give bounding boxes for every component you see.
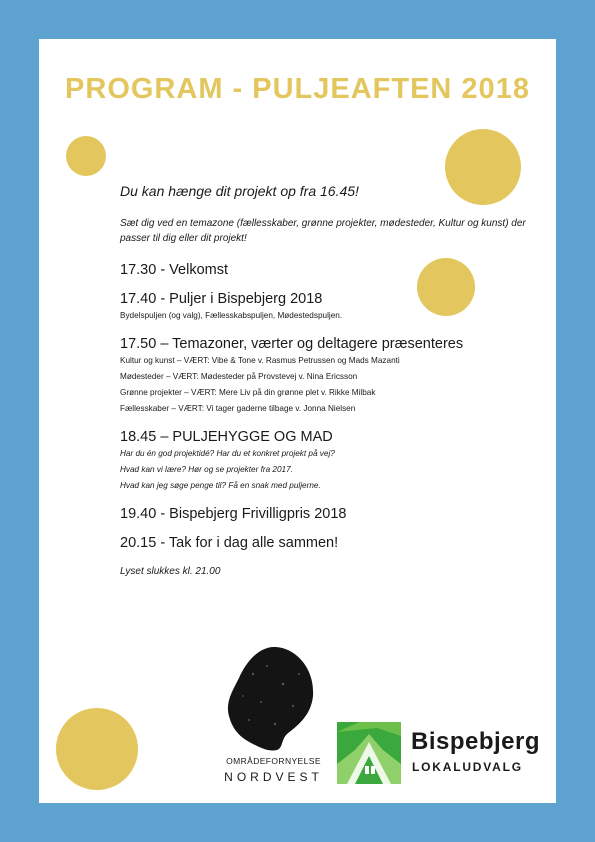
program-time-heading: 17.40 - Puljer i Bispebjerg 2018 bbox=[120, 291, 323, 307]
logo-left-line2: NORDVEST bbox=[224, 770, 323, 784]
program-item bbox=[120, 335, 540, 417]
logo-left-line1: OMRÅDEFORNYELSE bbox=[226, 756, 321, 766]
logo-right-name: Bispebjerg bbox=[411, 728, 541, 755]
program-detail: Fællesskaber – VÆRT: Vi tager gaderne tilbage v. Jonna Nielsen bbox=[120, 404, 356, 413]
program-detail: Grønne projekter – VÆRT: Mere Liv på din grønne plet v. Rikke Milbak bbox=[120, 388, 376, 397]
logo-right-sub: LOKALUDVALG bbox=[412, 760, 523, 774]
omraadefornyelse-logo bbox=[211, 644, 341, 789]
program-detail: Bydelspuljen (og valg), Fællesskabspuljen, Mødestedspuljen. bbox=[120, 311, 343, 320]
program-item bbox=[120, 534, 540, 552]
program-time-heading: 17.30 - Velkomst bbox=[120, 262, 228, 278]
program-detail: Hvad kan vi lære? Hør og se projekter fra 2017. bbox=[120, 465, 293, 474]
program-time-heading: 20.15 - Tak for i dag alle sammen! bbox=[120, 535, 339, 551]
hint-text: Sæt dig ved en temazone (fællesskaber, grønne projekter, mødesteder, Kultur og kunst) der passer til dig eller dit projekt! bbox=[120, 218, 526, 244]
program-time-heading: 18.45 – PULJEHYGGE OG MAD bbox=[120, 429, 333, 445]
page-title: PROGRAM - PULJEAFTEN 2018 bbox=[65, 73, 530, 105]
program-detail: Kultur og kunst – VÆRT: Vibe & Tone v. Rasmus Petrussen og Mads Mazanti bbox=[120, 356, 400, 365]
program-time-heading: 19.40 - Bispebjerg Frivilligpris 2018 bbox=[120, 506, 347, 522]
head-silhouette-icon bbox=[223, 644, 323, 759]
decor-circle bbox=[66, 136, 106, 176]
program-detail: Mødesteder – VÆRT: Mødesteder på Provstevej v. Nina Ericsson bbox=[120, 372, 358, 381]
program-item bbox=[120, 290, 540, 324]
program-item bbox=[120, 261, 540, 279]
intro-text: Du kan hænge dit projekt op fra 16.45! bbox=[120, 183, 359, 199]
house-mountain-icon bbox=[337, 722, 401, 789]
program-time-heading: 17.50 – Temazoner, værter og deltagere præsenteres bbox=[120, 336, 464, 352]
program-item bbox=[120, 505, 540, 523]
program-item bbox=[120, 428, 540, 494]
program-detail: Har du én god projektidé? Har du et konkret projekt på vej? bbox=[120, 449, 335, 458]
poster bbox=[39, 39, 556, 803]
program-detail: Hvad kan jeg søge penge til? Få en snak med puljerne. bbox=[120, 481, 321, 490]
bispebjerg-lokaludvalg-logo bbox=[337, 722, 552, 786]
lights-out-note: Lyset slukkes kl. 21.00 bbox=[120, 566, 221, 577]
program-content bbox=[120, 183, 540, 577]
decor-circle bbox=[56, 708, 138, 790]
